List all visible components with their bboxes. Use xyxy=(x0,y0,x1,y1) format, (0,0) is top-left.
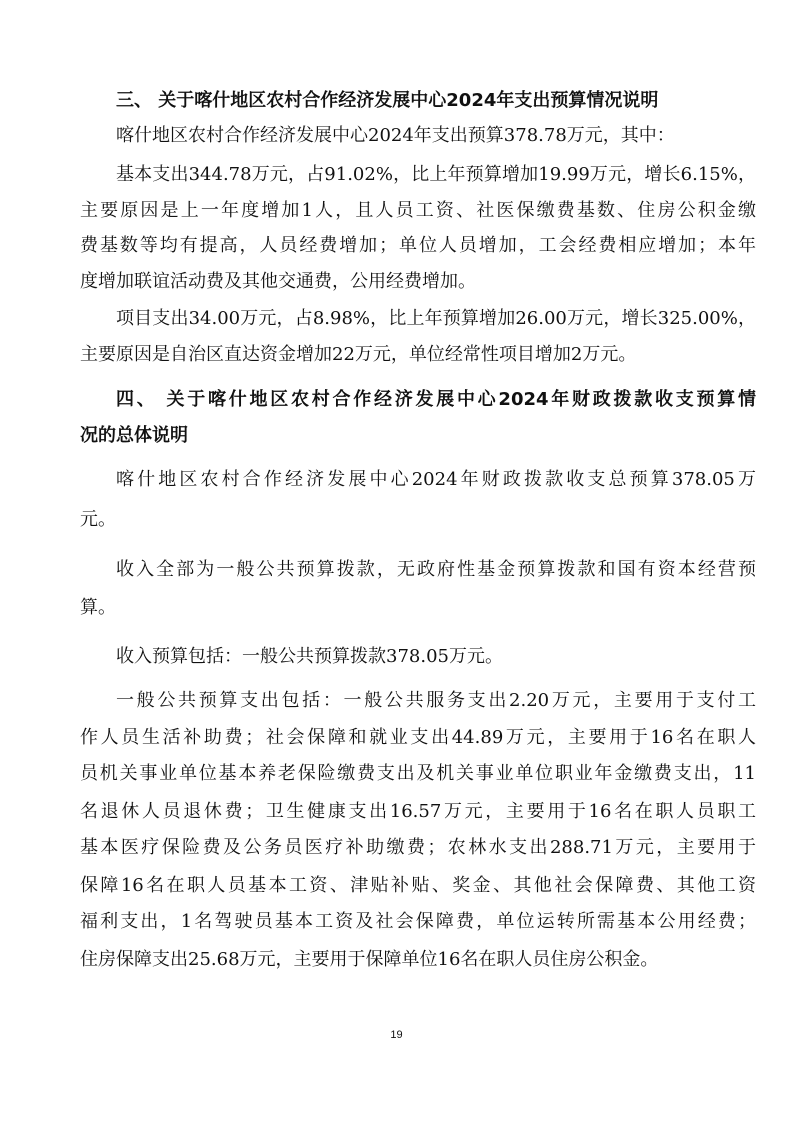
section-4-paragraph-2-line-2: 算。 xyxy=(80,597,116,618)
section-4-paragraph-4-line-6: 保障16名在职人员基本工资、津贴补贴、奖金、其他社会保障费、其他工资 xyxy=(80,875,756,896)
section-4-heading-line-1: 四、 关于喀什地区农村合作经济发展中心2024年财政拨款收支预算情 xyxy=(116,389,756,410)
section-4-paragraph-4-line-7: 福利支出，1名驾驶员基本工资及社会保障费，单位运转所需基本公用经费； xyxy=(80,911,756,932)
section-3-heading: 三、 关于喀什地区农村合作经济发展中心2024年支出预算情况说明 xyxy=(116,90,659,111)
section-3-paragraph-2-line-4: 度增加联谊活动费及其他交通费，公用经费增加。 xyxy=(80,271,476,292)
section-3-paragraph-2-line-2: 主要原因是上一年度增加1人，且人员工资、社医保缴费基数、住房公积金缴 xyxy=(80,200,756,221)
section-4-paragraph-4-line-2: 作人员生活补助费；社会保障和就业支出44.89万元，主要用于16名在职人 xyxy=(80,727,756,748)
section-3-paragraph-2-line-1: 基本支出344.78万元，占91.02%，比上年预算增加19.99万元，增长6.15%， xyxy=(116,164,756,185)
section-3-paragraph-2-line-3: 费基数等均有提高，人员经费增加；单位人员增加，工会经费相应增加；本年 xyxy=(80,235,756,256)
section-4-paragraph-4-line-1: 一般公共预算支出包括：一般公共服务支出2.20万元，主要用于支付工 xyxy=(116,690,756,711)
section-3-paragraph-3-line-2: 主要原因是自治区直达资金增加22万元，单位经常性项目增加2万元。 xyxy=(80,344,637,365)
section-3-paragraph-1-line-1: 喀什地区农村合作经济发展中心2024年支出预算378.78万元，其中： xyxy=(116,125,675,146)
page-number: 19 xyxy=(390,1029,403,1041)
section-3-paragraph-3-line-1: 项目支出34.00万元，占8.98%，比上年预算增加26.00万元，增长325.00%， xyxy=(116,308,756,329)
section-4-paragraph-4-line-5: 基本医疗保险费及公务员医疗补助缴费；农林水支出288.71万元，主要用于 xyxy=(80,837,756,858)
section-4-paragraph-2-line-1: 收入全部为一般公共预算拨款，无政府性基金预算拨款和国有资本经营预 xyxy=(116,559,756,580)
section-4-paragraph-3-line-1: 收入预算包括：一般公共预算拨款378.05万元。 xyxy=(116,646,503,667)
section-4-paragraph-4-line-8: 住房保障支出25.68万元，主要用于保障单位16名在职人员住房公积金。 xyxy=(80,949,659,970)
section-4-heading-line-2: 况的总体说明 xyxy=(80,425,188,446)
section-4-paragraph-1-line-1: 喀什地区农村合作经济发展中心2024年财政拨款收支总预算378.05万 xyxy=(116,469,756,490)
section-4-paragraph-4-line-3: 员机关事业单位基本养老保险缴费支出及机关事业单位职业年金缴费支出，11 xyxy=(80,763,756,784)
section-4-paragraph-4-line-4: 名退休人员退休费；卫生健康支出16.57万元，主要用于16名在职人员职工 xyxy=(80,801,756,822)
section-4-paragraph-1-line-2: 元。 xyxy=(80,509,116,530)
